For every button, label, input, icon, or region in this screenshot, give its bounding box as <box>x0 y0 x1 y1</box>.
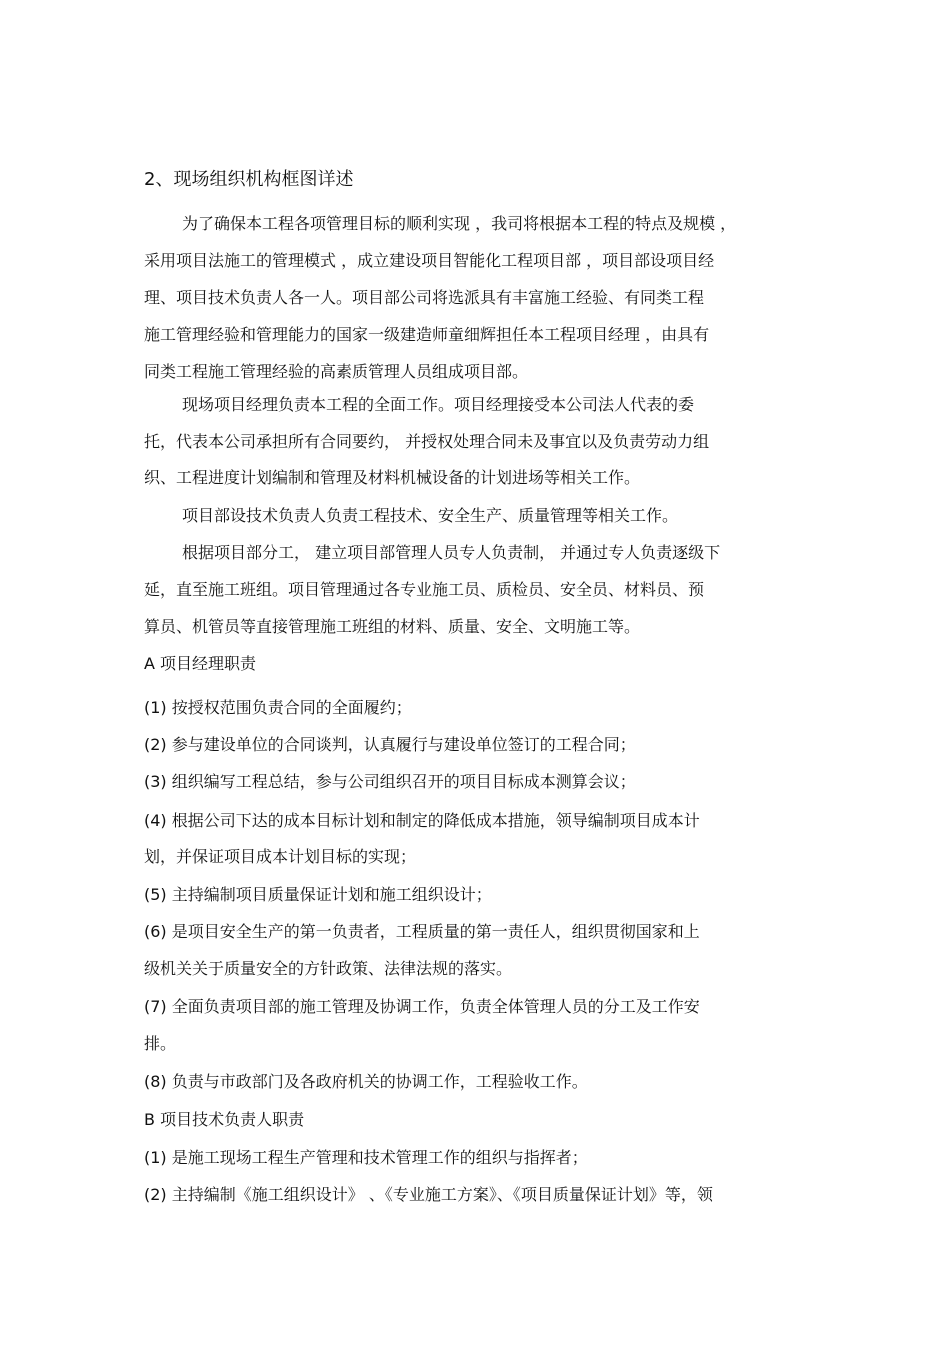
paragraph-line: 项目部设技术负责人负责工程技术、安全生产、质量管理等相关工作。 <box>182 506 679 525</box>
list-item-continuation: 级机关关于质量安全的方针政策、法律法规的落实。 <box>144 959 513 978</box>
paragraph-line: 现场项目经理负责本工程的全面工作。项目经理接受本公司法人代表的委 <box>182 395 695 414</box>
paragraph-line: 延，直至施工班组。项目管理通过各专业施工员、质检员、安全员、材料员、预 <box>144 580 705 599</box>
paragraph-line: 理、项目技术负责人各一人。项目部公司将选派具有丰富施工经验、有同类工程 <box>144 288 705 307</box>
list-item-continuation: 排。 <box>144 1034 177 1053</box>
list-item-continuation: 划，并保证项目成本计划目标的实现； <box>144 847 417 866</box>
list-item: (1) 按授权范围负责合同的全面履约； <box>144 698 412 717</box>
paragraph-line: 施工管理经验和管理能力的国家一级建造师童细辉担任本工程项目经理 ，由具有 <box>144 325 710 344</box>
subsection-heading: A 项目经理职责 <box>144 654 257 673</box>
list-item: (2) 主持编制《施工组织设计》 、《专业施工方案》、《项目质量保证计划》等，领 <box>144 1185 713 1204</box>
paragraph-line: 同类工程施工管理经验的高素质管理人员组成项目部。 <box>144 362 529 381</box>
list-item: (7) 全面负责项目部的施工管理及协调工作，负责全体管理人员的分工及工作安 <box>144 997 700 1016</box>
paragraph-line: 织、工程进度计划编制和管理及材料机械设备的计划进场等相关工作。 <box>144 468 641 487</box>
paragraph-line: 采用项目法施工的管理模式 ，成立建设项目智能化工程项目部 ，项目部设项目经 <box>144 251 715 270</box>
list-item: (3) 组织编写工程总结，参与公司组织召开的项目目标成本测算会议； <box>144 772 636 791</box>
paragraph-line: 算员、机管员等直接管理施工班组的材料、质量、安全、文明施工等。 <box>144 617 641 636</box>
list-item: (5) 主持编制项目质量保证计划和施工组织设计； <box>144 885 492 904</box>
paragraph-line: 根据项目部分工， 建立项目部管理人员专人负责制， 并通过专人负责逐级下 <box>182 543 721 562</box>
subsection-heading: B 项目技术负责人职责 <box>144 1110 305 1129</box>
list-item: (2) 参与建设单位的合同谈判，认真履行与建设单位签订的工程合同； <box>144 735 636 754</box>
list-item: (8) 负责与市政部门及各政府机关的协调工作，工程验收工作。 <box>144 1072 588 1091</box>
list-item: (1) 是施工现场工程生产管理和技术管理工作的组织与指挥者； <box>144 1148 588 1167</box>
paragraph-line: 托，代表本公司承担所有合同要约， 并授权处理合同未及事宜以及负责劳动力组 <box>144 432 710 451</box>
paragraph-line: 为了确保本工程各项管理目标的顺利实现 ，我司将根据本工程的特点及规模 ， <box>182 214 737 233</box>
list-item: (6) 是项目安全生产的第一负责者，工程质量的第一责任人，组织贯彻国家和上 <box>144 922 700 941</box>
section-heading: 2、现场组织机构框图详述 <box>144 169 354 190</box>
list-item: (4) 根据公司下达的成本目标计划和制定的降低成本措施，领导编制项目成本计 <box>144 811 700 830</box>
